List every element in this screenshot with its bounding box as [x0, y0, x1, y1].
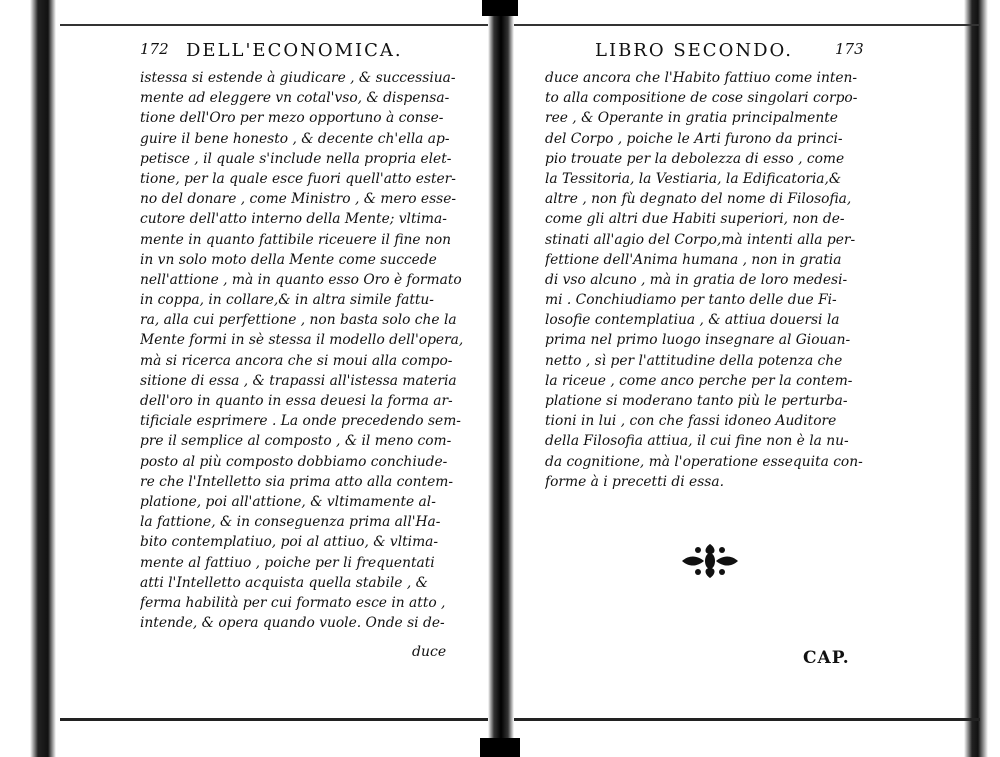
text-line: istessa si estende à giudicare , & successiua-: [140, 70, 456, 86]
text-line: in coppa, in collare,& in altra simile fattu-: [140, 292, 434, 309]
text-line: da cognitione, mà l'operatione essequita con-: [545, 453, 863, 470]
text-line: mente al fattiuo , poiche per li frequentati: [140, 554, 435, 571]
text-line: posto al più composto dobbiamo conchiude-: [140, 453, 448, 470]
left-page-text: [140, 68, 475, 633]
left-page-edge: [0, 0, 60, 757]
text-line: altre , non fù degnato del nome di Filosofia,: [545, 191, 852, 208]
text-line: dell'oro in quanto in essa deuesi la forma ar-: [140, 393, 453, 409]
catchword: duce: [412, 644, 447, 660]
text-line: ra, alla cui perfettione , non basta solo che la: [140, 312, 457, 329]
right-page-number: 173: [835, 40, 864, 58]
text-line: pre il semplice al composto , & il meno com-: [140, 433, 452, 450]
right-page-text: [545, 68, 875, 492]
fleuron-ornament-icon: [680, 540, 740, 582]
text-line: guire il bene honesto , & decente ch'ella ap-: [140, 130, 450, 147]
gutter-top-shadow: [482, 0, 518, 16]
text-line: ferma habilità per cui formato esce in atto ,: [140, 594, 446, 611]
text-line: platione si moderano tanto più le perturba-: [545, 393, 848, 409]
text-line: del Corpo , poiche le Arti furono da princi-: [545, 130, 843, 147]
text-line: forme à i precetti di essa.: [545, 473, 724, 490]
text-line: prima nel primo luogo insegnare al Giouan-: [545, 332, 851, 349]
text-line: stinati all'agio del Corpo,mà intenti alla per-: [545, 231, 856, 248]
text-line: platione, poi all'attione, & vltimamente al-: [140, 493, 436, 510]
text-line: bito contemplatiuo, poi al attiuo, & vltima-: [140, 534, 439, 551]
text-line: la Tessitoria, la Vestiaria, la Edificatoria,&: [545, 170, 842, 187]
text-line: mente ad eleggere vn cotal'vso, & dispensa-: [140, 90, 450, 107]
text-line: duce ancora che l'Habito fattiuo come inten-: [545, 70, 858, 86]
text-line: fettione dell'Anima humana , non in gratia: [545, 251, 842, 268]
text-line: tificiale esprimere . La onde precedendo sem-: [140, 413, 461, 430]
text-line: atti l'Intelletto acquista quella stabile , &: [140, 574, 428, 591]
bottom-border: [60, 718, 980, 721]
text-line: netto , sì per l'attitudine della potenza che: [545, 352, 843, 369]
text-line: ree , & Operante in gratia principalmente: [545, 110, 838, 127]
left-running-title: DELL'ECONOMICA.: [186, 40, 403, 61]
text-line: nell'attione , mà in quanto esso Oro è formato: [140, 271, 462, 288]
left-page-header: [140, 40, 475, 68]
text-line: sitione di essa , & trapassi all'istessa materia: [140, 372, 457, 389]
text-line: come gli altri due Habiti superiori, non de-: [545, 211, 845, 228]
text-line: mi . Conchiudiamo per tanto delle due Fi-: [545, 292, 837, 309]
text-line: di vso alcuno , mà in gratia de loro medesi-: [545, 271, 848, 288]
text-line: la riceue , come anco perche per la contem-: [545, 372, 853, 389]
top-border: [60, 24, 980, 26]
right-running-title: LIBRO SECONDO.: [595, 40, 793, 61]
text-line: Mente formi in sè stessa il modello dell'opera,: [140, 332, 464, 349]
text-line: mente in quanto fattibile riceuere il fine non: [140, 231, 452, 248]
right-page-edge: [960, 0, 1000, 757]
text-line: la fattione, & in conseguenza prima all'Ha-: [140, 514, 441, 531]
text-line: mà si ricerca ancora che si moui alla compo-: [140, 352, 453, 369]
text-line: cutore dell'atto interno della Mente; vltima-: [140, 211, 447, 228]
text-line: in vn solo moto della Mente come succede: [140, 251, 437, 268]
gutter-bottom-shadow: [480, 738, 520, 757]
text-line: tione dell'Oro per mezo opportuno à conse-: [140, 110, 444, 127]
left-page: [140, 40, 475, 660]
text-line: pio trouate per la debolezza di esso , come: [545, 150, 845, 167]
next-chapter-catchword: CAP.: [803, 648, 850, 668]
left-page-number: 172: [140, 40, 169, 58]
text-line: losofie contemplatiua , & attiua douersi la: [545, 312, 840, 329]
text-line: tioni in lui , con che fassi idoneo Auditore: [545, 413, 837, 430]
text-line: intende, & opera quando vuole. Onde si de-: [140, 615, 445, 632]
text-line: tione, per la quale esce fuori quell'atto ester-: [140, 170, 456, 187]
text-line: to alla compositione de cose singolari corpo-: [545, 90, 858, 107]
text-line: della Filosofia attiua, il cui fine non è la nu-: [545, 433, 849, 450]
text-line: re che l'Intelletto sia prima atto alla contem-: [140, 473, 454, 490]
book-gutter: [488, 0, 514, 757]
text-line: no del donare , come Ministro , & mero esse-: [140, 191, 457, 208]
right-page: [545, 40, 875, 492]
text-line: petisce , il quale s'include nella propria elet-: [140, 150, 452, 167]
right-page-header: [545, 40, 875, 68]
